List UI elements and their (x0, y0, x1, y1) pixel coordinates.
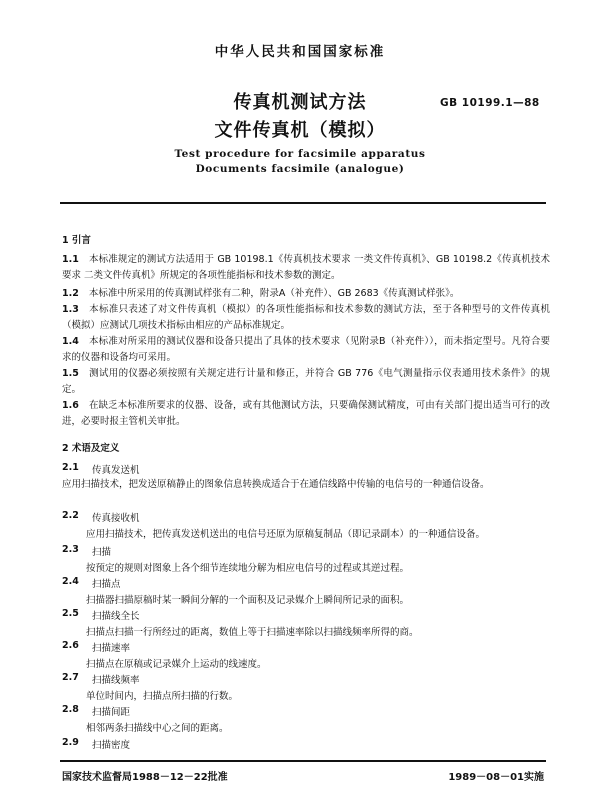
paragraph-index: 1.1 (62, 254, 79, 265)
term-index-2-4: 2.4 (62, 576, 79, 587)
term-2-7: 扫描线频率 (92, 675, 140, 686)
definition-2-5: 扫描点扫描一行所经过的距离，数值上等于扫描速率除以扫描线频率所得的商。 (86, 627, 419, 638)
definition-2-2: 应用扫描技术，把传真发送机送出的电信号还原为原稿复制品（即记录副本）的一种通信设备。 (86, 529, 486, 540)
standard-name: 中华人民共和国国家标准 (214, 44, 386, 60)
term-index-2-1: 2.1 (62, 462, 79, 473)
paragraph-1-3 (62, 302, 550, 334)
section1-heading: 1 引言 (62, 235, 91, 246)
top-rule (60, 202, 546, 204)
title-en-line1: Test procedure for facsimile apparatus (174, 148, 426, 160)
paragraph-text: 本标准中所采用的传真测试样张有二种，附录A（补充件）、GB 2683《传真测试样张》。 (88, 288, 460, 299)
term-index-2-9: 2.9 (62, 737, 79, 748)
term-index-2-7: 2.7 (62, 672, 79, 683)
definition-2-8: 相邻两条扫描线中心之间的距离。 (86, 723, 229, 734)
implementation-date: 1989－08－01实施 (448, 772, 544, 783)
term-2-4: 扫描点 (92, 579, 121, 590)
title-zh-line2: 文件传真机（模拟） (214, 120, 386, 141)
term-2-3: 扫描 (92, 547, 112, 558)
paragraph-text: 本标准对所采用的测试仪器和设备只提出了具体的技术要求（见附录B（补充件）），而未指定型号。凡符合要求的仪器和设备均可采用。 (62, 336, 550, 363)
paragraph-1-2 (62, 286, 550, 302)
paragraph-1-5 (62, 366, 550, 398)
paragraph-index: 1.6 (62, 400, 79, 411)
approval-date: 国家技术监督局1988－12－22批准 (62, 772, 228, 783)
term-2-8: 扫描间距 (92, 707, 131, 718)
title-zh-line1: 传真机测试方法 (233, 92, 367, 113)
paragraph-text: 本标准规定的测试方法适用于 GB 10198.1《传真机技术要求 一类文件传真机》、GB 10198.2《传真机技术要求 二类文件传真机》所规定的各项性能指标和技术参数的测定。 (62, 254, 550, 281)
term-index-2-6: 2.6 (62, 640, 79, 651)
term-index-2-5: 2.5 (62, 608, 79, 619)
paragraph-1-4 (62, 334, 550, 366)
gb-code: GB 10199.1—88 (440, 97, 540, 109)
bottom-rule (60, 760, 546, 762)
definition-2-7: 单位时间内，扫描点所扫描的行数。 (86, 691, 239, 702)
definition-2-4: 扫描器扫描原稿时某一瞬间分解的一个面积及记录媒介上瞬间所记录的面积。 (86, 595, 410, 606)
term-2-2: 传真接收机 (92, 513, 140, 524)
paragraph-text: 在缺乏本标准所要求的仪器、设备，或有其他测试方法，只要确保测试精度，可由有关部门提出适当可行的改进，必要时报主管机关审批。 (62, 400, 550, 427)
definition-2-3: 按预定的规则对图象上各个细节连续地分解为相应电信号的过程或其逆过程。 (86, 563, 410, 574)
term-2-9: 扫描密度 (92, 740, 131, 751)
paragraph-1-6 (62, 398, 550, 430)
term-index-2-3: 2.3 (62, 544, 79, 555)
definition-2-6: 扫描点在原稿或记录媒介上运动的线速度。 (86, 659, 267, 670)
term-2-6: 扫描速率 (92, 643, 131, 654)
term-index-2-2: 2.2 (62, 510, 79, 521)
term-2-1: 传真发送机 (92, 465, 140, 476)
paragraph-index: 1.2 (62, 288, 79, 299)
paragraph-index: 1.3 (62, 304, 79, 315)
section2-heading: 2 术语及定义 (62, 443, 120, 454)
paragraph-text: 测试用的仪器必须按照有关规定进行计量和修正，并符合 GB 776《电气测量指示仪表通用技术条件》的规定。 (62, 368, 550, 395)
paragraph-text: 本标准只表述了对文件传真机（模拟）的各项性能指标和技术参数的测试方法，至于各种型号的文件传真机（模拟）应测试几项技术指标由相应的产品标准规定。 (62, 304, 550, 331)
paragraph-1-1 (62, 252, 550, 284)
paragraph-index: 1.4 (62, 336, 79, 347)
term-2-5: 扫描线全长 (92, 611, 140, 622)
term-index-2-8: 2.8 (62, 704, 79, 715)
definition-2-1: 应用扫描技术，把发送原稿静止的图象信息转换成适合于在通信线路中传输的电信号的一种通信设备。 (62, 479, 490, 490)
paragraph-index: 1.5 (62, 368, 79, 379)
title-en-line2: Documents facsimile (analogue) (195, 163, 405, 175)
